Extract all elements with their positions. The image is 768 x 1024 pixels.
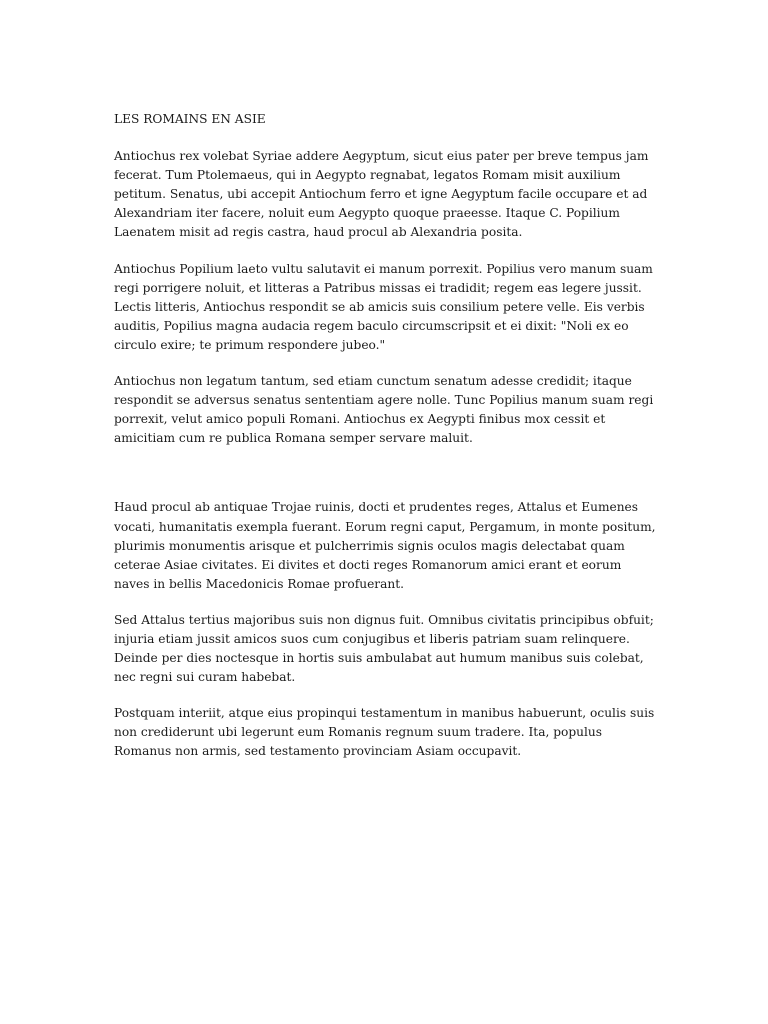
- paragraph-6: Postquam interiit, atque eius propinqui testamentum in manibus habuerunt, oculis suis non crediderunt ubi legerunt eum Romanis regnum suum tradere. Ita, populus Romanus non armis, sed testamento provinciam Asiam occupavit.: [114, 706, 655, 759]
- paragraph-3: Antiochus non legatum tantum, sed etiam cunctum senatum adesse credidit; itaque respondit se adversus senatus sententiam agere nolle. Tunc Popilius manum suam regi porrexit, velut amico populi Romani. Antiochus ex Aegypti finibus mox cessit et amicitiam cum re publica Romana semper servare maluit.: [114, 374, 654, 446]
- paragraph-1: Antiochus rex volebat Syriae addere Aegyptum, sicut eius pater per breve tempus jam fecerat. Tum Ptolemaeus, qui in Aegypto regnabat, legatos Romam misit auxilium petitum. Senatus, ubi accepit Antiochum ferro et igne Aegyptum facile occupare et ad Alexandriam iter facere, noluit eum Aegypto quoque praeesse. Itaque C. Popilium Laenatem misit ad regis castra, haud procul ab Alexandria posita.: [114, 149, 649, 240]
- document-body: [114, 110, 659, 779]
- document-title: LES ROMAINS EN ASIE: [114, 112, 266, 126]
- paragraph-5: Sed Attalus tertius majoribus suis non dignus fuit. Omnibus civitatis principibus obfuit; injuria etiam jussit amicos suos cum conjugibus et liberis patriam suam relinquere. Deinde per dies noctesque in hortis suis ambulabat aut humum manibus suis colebat, nec regni sui curam habebat.: [114, 612, 654, 685]
- paragraph-2: Antiochus Popilium laeto vultu salutavit ei manum porrexit. Popilius vero manum suam regi porrigere noluit, et litteras a Patribus missas ei tradidit; regem eas legere jussit. Lectis litteris, Antiochus respondit se ab amicis suis consilium petere velle. Eis verbis auditis, Popilius magna audacia regem baculo circumscripsit et ei dixit: "Noli ex eo circulo exire; te primum respondere jubeo.": [114, 261, 653, 352]
- paragraph-4: Haud procul ab antiquae Trojae ruinis, docti et prudentes reges, Attalus et Eumenes vocati, humanitatis exempla fuerant. Eorum regni caput, Pergamum, in monte positum, plurimis monumentis arisque et pulcherrimis signis oculos magis delectabat quam ceterae Asiae civitates. Ei divites et docti reges Romanorum amici erant et eorum naves in bellis Macedonicis Romae profuerant.: [114, 500, 656, 591]
